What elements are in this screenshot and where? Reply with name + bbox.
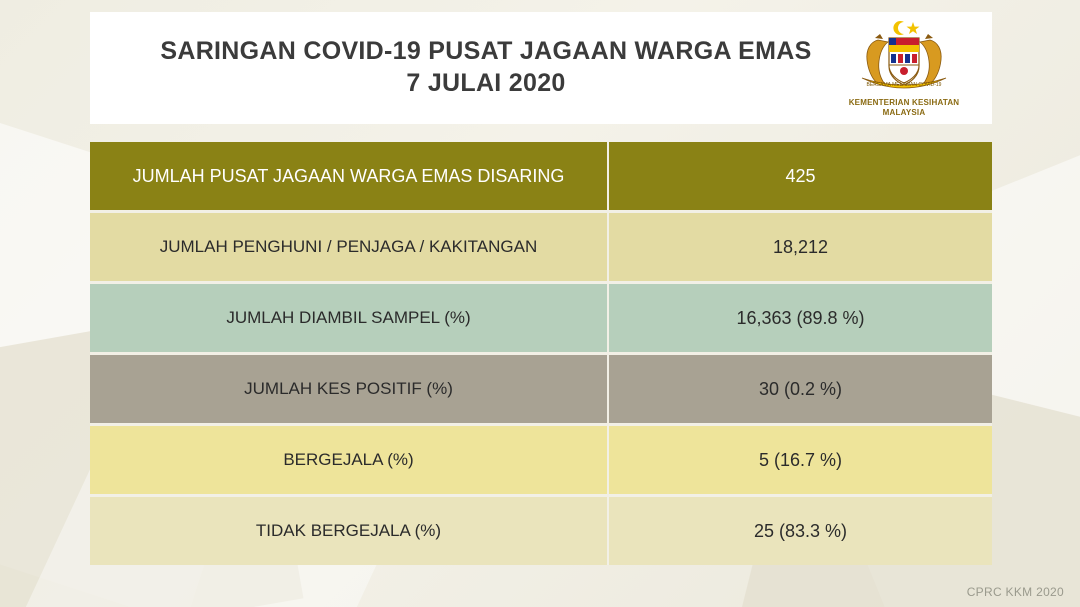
row-label: BERGEJALA (%) [90,426,609,494]
row-label: JUMLAH PUSAT JAGAAN WARGA EMAS DISARING [90,142,609,210]
logo-caption [849,98,960,118]
logo-caption-line1: KEMENTERIAN KESIHATAN [848,98,960,107]
row-value: 5 (16.7 %) [758,449,843,470]
ministry-logo [822,14,992,122]
header-text-block [90,36,822,100]
row-value: 425 [785,165,816,186]
table-row [90,213,992,281]
row-value: 25 (83.3 %) [753,520,848,541]
row-value: 30 (0.2 %) [758,378,843,399]
table-row [90,497,992,565]
row-label: TIDAK BERGEJALA (%) [90,497,609,565]
logo-caption-line2: MALAYSIA [882,108,926,117]
row-label: JUMLAH PENGHUNI / PENJAGA / KAKITANGAN [90,213,609,281]
malaysia-coat-of-arms-icon [834,18,974,96]
row-value: 16,363 (89.8 %) [736,307,865,328]
row-label: JUMLAH KES POSITIF (%) [90,355,609,423]
table-row [90,142,992,210]
row-value: 18,212 [772,236,829,257]
page-subtitle: 7 JULAI 2020 [406,69,566,98]
table-row [90,355,992,423]
page-title: SARINGAN COVID-19 PUSAT JAGAAN WARGA EMAS [160,37,812,66]
row-label: JUMLAH DIAMBIL SAMPEL (%) [90,284,609,352]
table-row [90,284,992,352]
footer-credit: CPRC KKM 2020 [966,585,1064,599]
logo-motto-text: BERSAMA MELAWAN COVID-19 [866,82,942,88]
slide-header [90,12,992,124]
table-row [90,426,992,494]
screening-summary-table [90,142,992,565]
